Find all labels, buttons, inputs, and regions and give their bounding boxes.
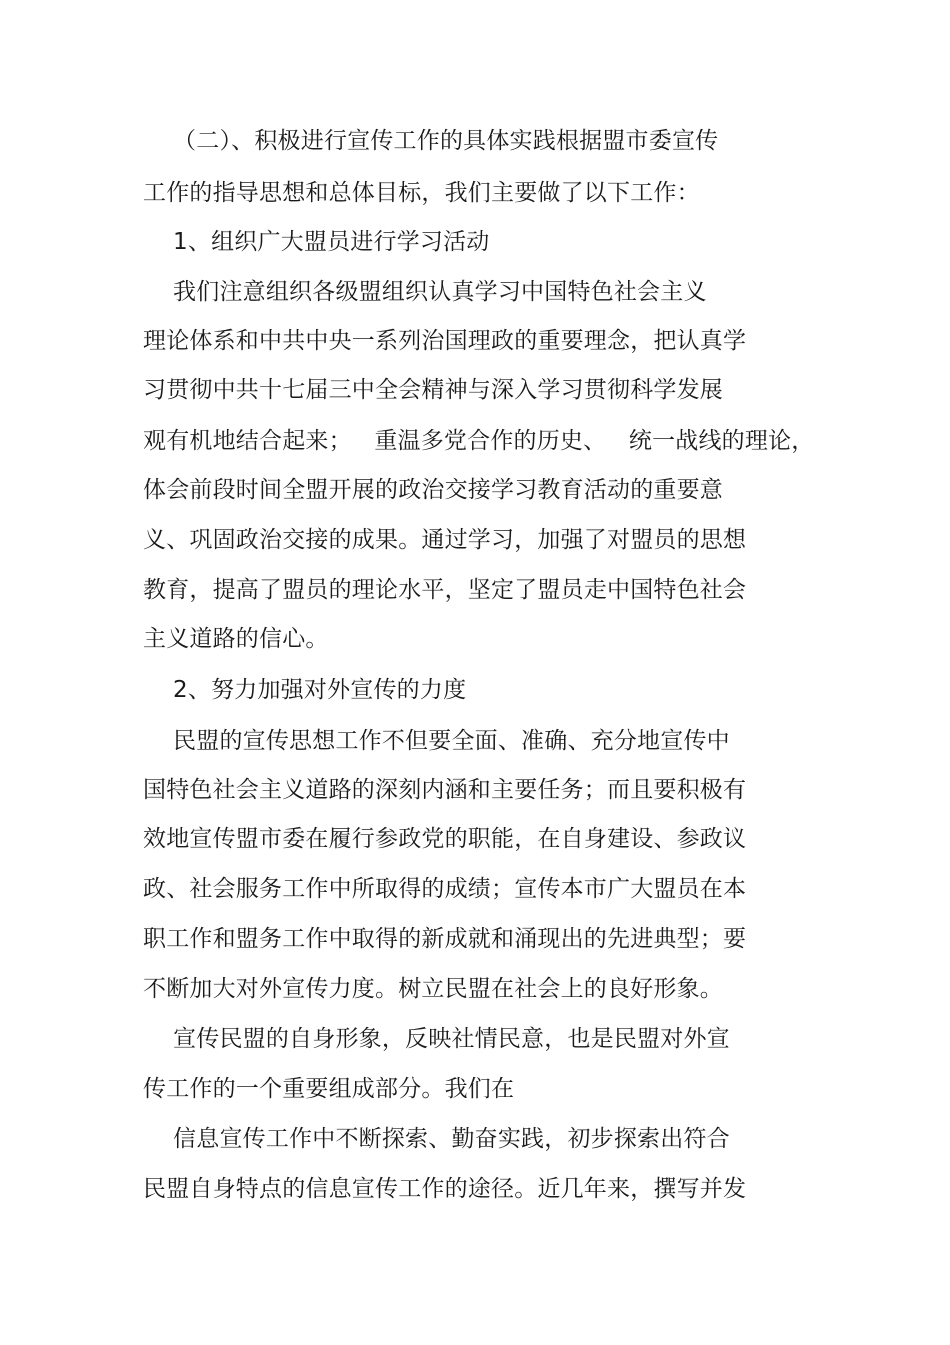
text-line: 宣传民盟的自身形象，反映社情民意，也是民盟对外宣 <box>143 1026 730 1052</box>
text-line: 民盟自身特点的信息宣传工作的途径。近几年来，撰写并发 <box>143 1176 747 1202</box>
text-line: 国特色社会主义道路的深刻内涵和主要任务；而且要积极有 <box>143 777 747 803</box>
text-line: 职工作和盟务工作中取得的新成就和涌现出的先进典型；要 <box>143 926 747 952</box>
text-line: 观有机地结合起来； 重温多党合作的历史、 统一战线的理论， <box>143 428 815 454</box>
text-line: 体会前段时间全盟开展的政治交接学习教育活动的重要意 <box>143 477 723 503</box>
text-line: 不断加大对外宣传力度。树立民盟在社会上的良好形象。 <box>143 976 723 1002</box>
text-line: 工作的指导思想和总体目标，我们主要做了以下工作： <box>143 180 700 206</box>
text-line: 我们注意组织各级盟组织认真学习中国特色社会主义 <box>143 279 707 305</box>
text-line: 民盟的宣传思想工作不但要全面、准确、充分地宣传中 <box>143 728 730 754</box>
text-line: 2、努力加强对外宣传的力度 <box>143 677 467 703</box>
text-line: 1、组织广大盟员进行学习活动 <box>143 229 490 255</box>
text-line: 习贯彻中共十七届三中全会精神与深入学习贯彻科学发展 <box>143 377 723 403</box>
text-line: 义、巩固政治交接的成果。通过学习，加强了对盟员的思想 <box>143 527 747 553</box>
text-line: 信息宣传工作中不断探索、勤奋实践，初步探索出符合 <box>143 1126 730 1152</box>
text-line: 主义道路的信心。 <box>143 626 329 652</box>
text-line: （二）、积极进行宣传工作的具体实践根据盟市委宣传 <box>143 128 719 154</box>
text-line: 效地宣传盟市委在履行参政党的职能，在自身建设、参政议 <box>143 826 747 852</box>
text-line: 传工作的一个重要组成部分。我们在 <box>143 1076 515 1102</box>
text-line: 教育，提高了盟员的理论水平，坚定了盟员走中国特色社会 <box>143 577 747 603</box>
text-line: 理论体系和中共中央一系列治国理政的重要理念，把认真学 <box>143 328 747 354</box>
text-line: 政、社会服务工作中所取得的成绩；宣传本市广大盟员在本 <box>143 876 747 902</box>
